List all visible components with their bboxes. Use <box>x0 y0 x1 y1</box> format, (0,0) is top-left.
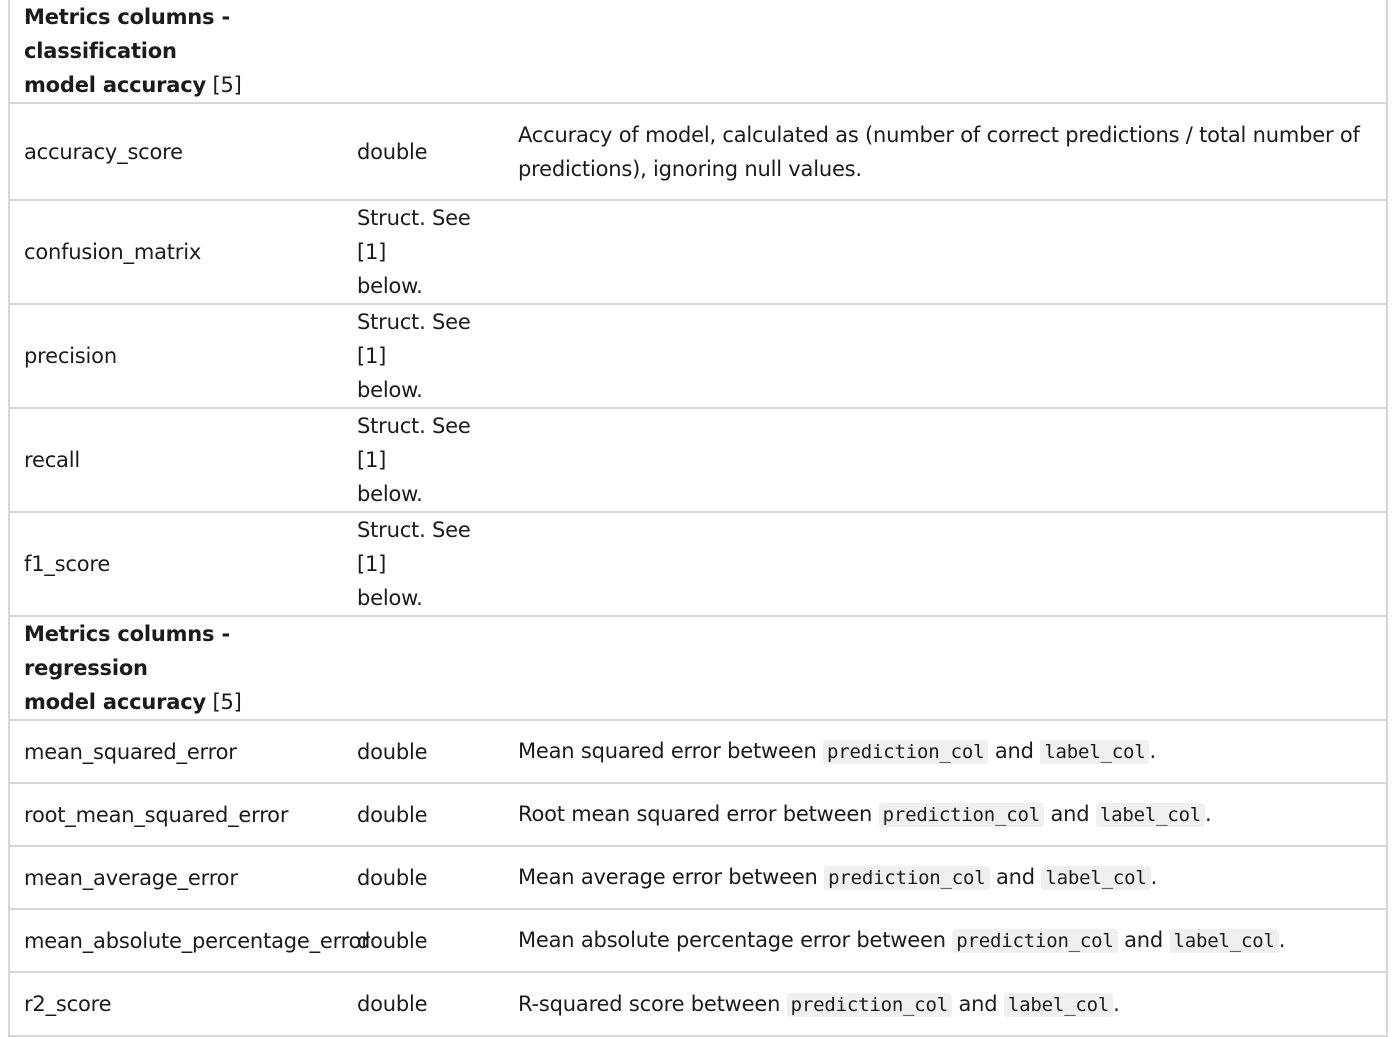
type-line2: below. <box>357 378 423 402</box>
section-citation: [5] <box>212 73 242 97</box>
code-prediction-col: prediction_col <box>824 866 989 890</box>
column-name: precision <box>9 304 343 408</box>
column-description <box>504 304 1387 408</box>
desc-middle: and <box>994 739 1034 763</box>
table-row <box>9 408 1387 512</box>
code-label-col: label_col <box>1004 993 1113 1017</box>
desc-prefix: Root mean squared error between <box>518 802 873 826</box>
section-title-line2: model accuracy <box>24 690 206 714</box>
column-description <box>504 846 1387 909</box>
column-description: Accuracy of model, calculated as (number of correct predictions / total number of predictions), ignoring null values. <box>504 103 1387 200</box>
column-name: root_mean_squared_error <box>9 783 343 846</box>
column-name: accuracy_score <box>9 103 343 200</box>
section-header-classification <box>9 0 1387 103</box>
column-name: confusion_matrix <box>9 200 343 304</box>
type-line2: below. <box>357 482 423 506</box>
section-title-cell <box>9 0 343 103</box>
code-prediction-col: prediction_col <box>787 993 952 1017</box>
desc-suffix: . <box>1113 991 1120 1016</box>
code-label-col: label_col <box>1041 866 1150 890</box>
column-type <box>343 512 504 616</box>
column-type: double <box>343 909 504 972</box>
column-name: mean_absolute_percentage_error <box>9 909 343 972</box>
desc-prefix: Mean average error between <box>518 865 818 889</box>
empty-cell <box>343 0 504 103</box>
code-prediction-col: prediction_col <box>952 929 1117 953</box>
table-row <box>9 512 1387 616</box>
code-label-col: label_col <box>1170 929 1279 953</box>
desc-suffix: . <box>1205 802 1212 826</box>
section-header-regression <box>9 616 1387 720</box>
code-label-col: label_col <box>1040 740 1149 764</box>
code-label-col: label_col <box>1096 803 1205 827</box>
column-name: f1_score <box>9 512 343 616</box>
column-description <box>504 909 1387 972</box>
desc-suffix: . <box>1150 865 1158 889</box>
table-row <box>9 972 1387 1036</box>
desc-prefix: R-squared score between <box>518 991 781 1016</box>
desc-middle: and <box>996 865 1035 889</box>
column-type: double <box>343 783 504 846</box>
column-type <box>343 200 504 304</box>
type-line1: Struct. See [1] <box>357 206 471 264</box>
column-description <box>504 783 1387 846</box>
column-description <box>504 408 1387 512</box>
type-line2: below. <box>357 274 423 298</box>
table-row <box>9 720 1387 783</box>
column-name: mean_squared_error <box>9 720 343 783</box>
column-type <box>343 304 504 408</box>
section-title-line1: Metrics columns - regression <box>24 622 230 680</box>
column-type: double <box>343 846 504 909</box>
column-name: r2_score <box>9 972 343 1036</box>
column-type: double <box>343 720 504 783</box>
table-row <box>9 200 1387 304</box>
table-row <box>9 909 1387 972</box>
table-row <box>9 846 1387 909</box>
table-row <box>9 103 1387 200</box>
desc-suffix: . <box>1278 928 1286 952</box>
column-type: double <box>343 103 504 200</box>
section-citation: [5] <box>212 690 242 714</box>
section-title-cell <box>9 616 343 720</box>
column-description <box>504 512 1387 616</box>
column-name: mean_average_error <box>9 846 343 909</box>
empty-cell <box>343 616 504 720</box>
desc-middle: and <box>1124 928 1164 952</box>
desc-prefix: Mean squared error between <box>518 739 817 763</box>
type-line1: Struct. See [1] <box>357 414 471 472</box>
empty-cell <box>504 0 1387 103</box>
desc-middle: and <box>1050 802 1090 826</box>
metrics-table <box>8 0 1388 1037</box>
desc-middle: and <box>958 991 998 1016</box>
table-row <box>9 304 1387 408</box>
empty-cell <box>504 616 1387 720</box>
code-prediction-col: prediction_col <box>823 740 988 764</box>
column-description <box>504 200 1387 304</box>
type-line1: Struct. See [1] <box>357 518 471 576</box>
type-line2: below. <box>357 586 423 610</box>
code-prediction-col: prediction_col <box>879 803 1044 827</box>
type-line1: Struct. See [1] <box>357 310 471 368</box>
section-title-line1: Metrics columns - classification <box>24 5 230 63</box>
desc-suffix: . <box>1149 739 1156 763</box>
column-description <box>504 972 1387 1036</box>
desc-prefix: Mean absolute percentage error between <box>518 928 946 952</box>
column-name: recall <box>9 408 343 512</box>
column-type: double <box>343 972 504 1036</box>
column-description <box>504 720 1387 783</box>
table-row <box>9 783 1387 846</box>
section-title-line2: model accuracy <box>24 73 206 97</box>
column-type <box>343 408 504 512</box>
